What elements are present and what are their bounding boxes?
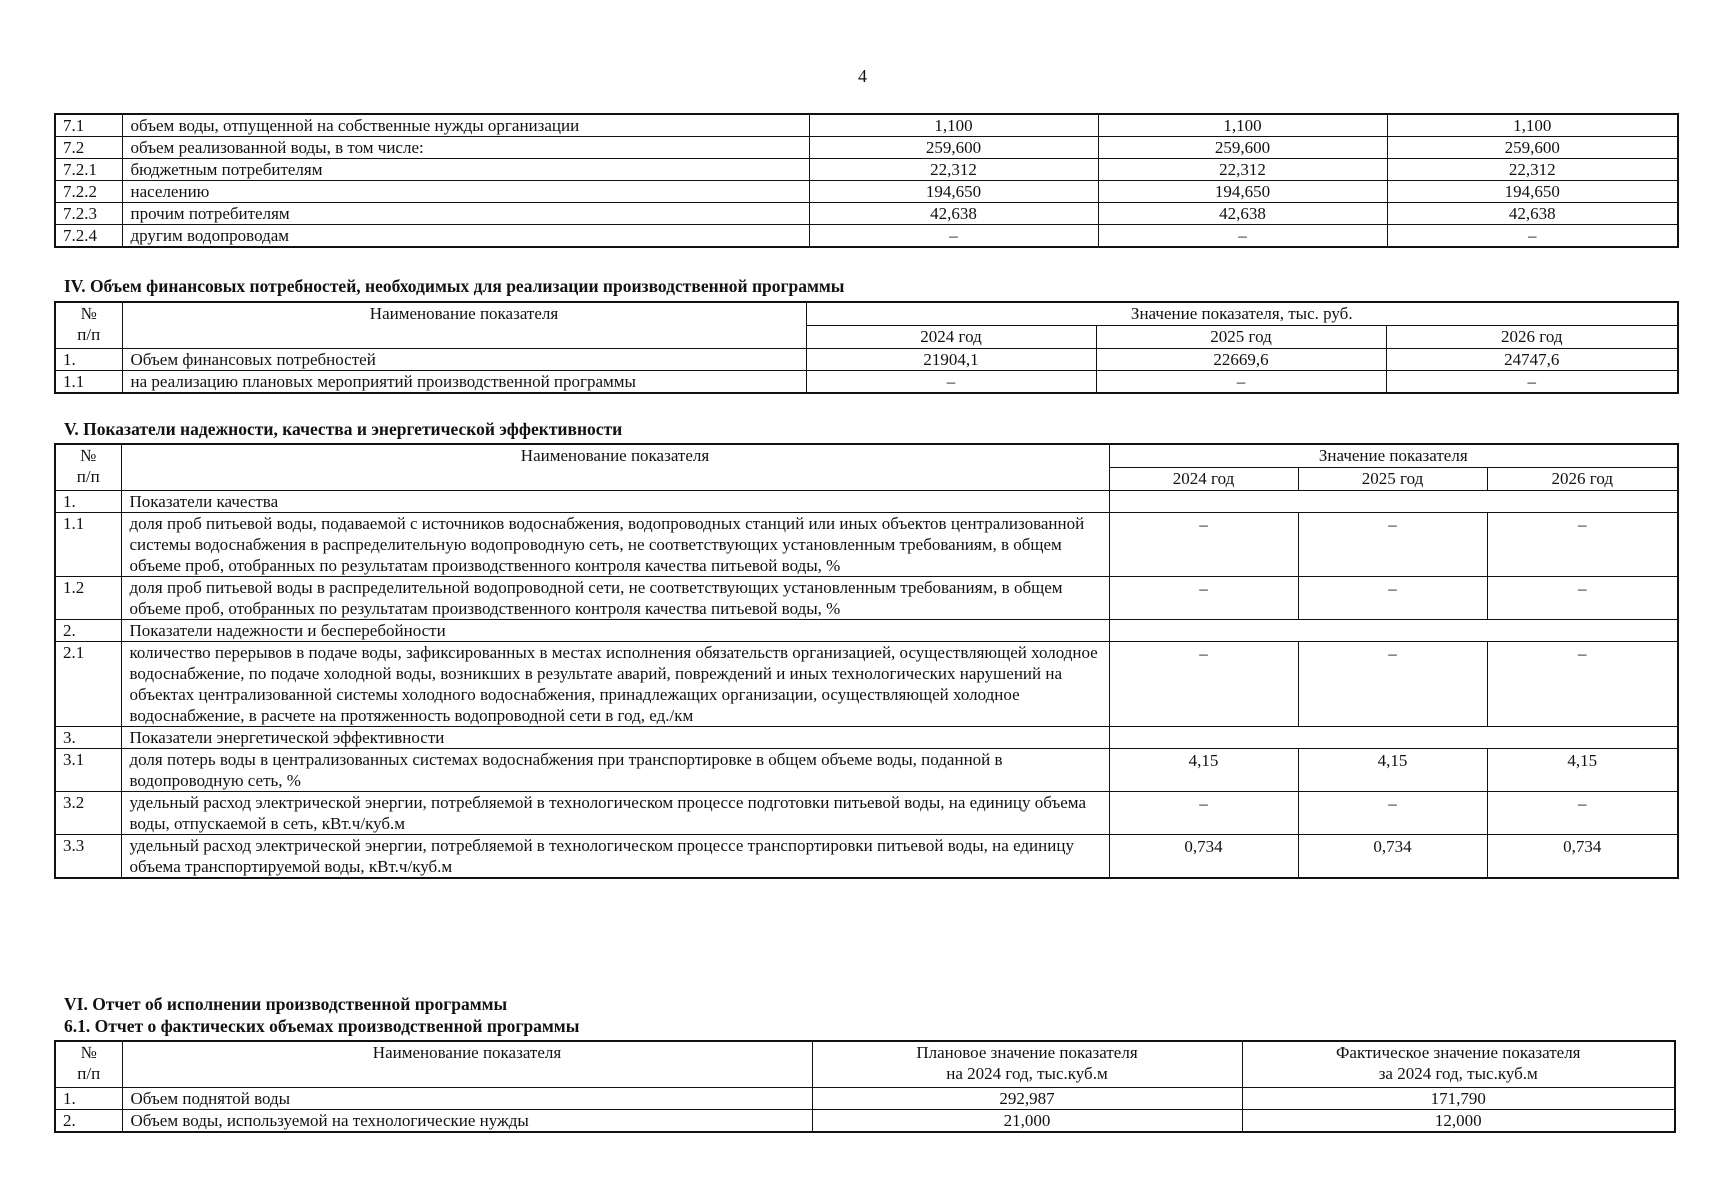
row-value: – — [809, 225, 1098, 248]
row-value: 0,734 — [1298, 834, 1487, 878]
row-number: 7.2.2 — [55, 181, 122, 203]
row-value: – — [1109, 576, 1298, 619]
row-number: 2.1 — [55, 641, 121, 726]
row-number: 1. — [55, 1087, 122, 1109]
row-value: 1,100 — [1098, 114, 1387, 137]
group-row — [55, 490, 1678, 512]
row-number: 7.2.3 — [55, 203, 122, 225]
row-value: 4,15 — [1487, 748, 1678, 791]
table-row — [55, 225, 1678, 248]
actual-volumes-table — [54, 1040, 1676, 1133]
row-name: количество перерывов в подаче воды, зафиксированных в местах исполнения обязательств организацией, осуществляющей холодное водоснабжение, по подаче холодной воды, возникших в результате аварий, повреждений и иных технологических нарушений на объектах централизованной системы холодного водоснабжения, принадлежащих организации, осуществляющей холодное водоснабжение, в расчете на протяженность водопроводной сети в год, ед./км — [121, 641, 1109, 726]
row-number: 7.2.4 — [55, 225, 122, 248]
row-value: – — [1298, 512, 1487, 576]
row-value: 21904,1 — [806, 348, 1096, 370]
row-value: – — [1487, 791, 1678, 834]
row-name: Показатели надежности и бесперебойности — [121, 619, 1109, 641]
row-number: 3.1 — [55, 748, 121, 791]
row-value: – — [1096, 370, 1386, 393]
group-row — [55, 619, 1678, 641]
row-number: 2. — [55, 1109, 122, 1132]
row-value: – — [1109, 641, 1298, 726]
s5-header-name: Наименование показателя — [121, 444, 1109, 490]
table-row — [55, 576, 1678, 619]
table-row — [55, 203, 1678, 225]
row-value: 42,638 — [809, 203, 1098, 225]
row-name: населению — [122, 181, 809, 203]
row-plan-value: 21,000 — [812, 1109, 1242, 1132]
row-value: 194,650 — [1387, 181, 1678, 203]
s4-year-2024: 2024 год — [806, 325, 1096, 348]
row-value: – — [1387, 225, 1678, 248]
row-value: 1,100 — [1387, 114, 1678, 137]
financial-needs-table — [54, 301, 1679, 394]
table-row — [55, 1087, 1675, 1109]
row-value: 259,600 — [809, 137, 1098, 159]
row-value: – — [806, 370, 1096, 393]
row-value: 24747,6 — [1386, 348, 1678, 370]
row-value: – — [1487, 576, 1678, 619]
indicators-table — [54, 443, 1679, 879]
row-number: 1. — [55, 490, 121, 512]
row-value: 22,312 — [1098, 159, 1387, 181]
section-5-title: V. Показатели надежности, качества и энергетической эффективности — [64, 419, 623, 439]
row-value: 259,600 — [1387, 137, 1678, 159]
table-row — [55, 348, 1678, 370]
s4-header-name: Наименование показателя — [122, 302, 806, 348]
row-value: 4,15 — [1298, 748, 1487, 791]
section-6-1-title: 6.1. Отчет о фактических объемах производственной программы — [64, 1016, 580, 1036]
row-number: 7.2 — [55, 137, 122, 159]
row-name: Объем финансовых потребностей — [122, 348, 806, 370]
row-number: 1.2 — [55, 576, 121, 619]
row-value: – — [1098, 225, 1387, 248]
row-name: удельный расход электрической энергии, потребляемой в технологическом процессе подготовки питьевой воды, на единицу объема воды, отпускаемой в сеть, кВт.ч/куб.м — [121, 791, 1109, 834]
table-row — [55, 748, 1678, 791]
row-name: другим водопроводам — [122, 225, 809, 248]
s4-header-num: № п/п — [55, 302, 122, 348]
row-value: – — [1298, 576, 1487, 619]
section-4-title: IV. Объем финансовых потребностей, необходимых для реализации производственной программы — [64, 276, 845, 296]
section-6-title: VI. Отчет об исполнении производственной программы — [64, 994, 508, 1014]
table-row — [55, 512, 1678, 576]
row-name: Показатели энергетической эффективности — [121, 726, 1109, 748]
s5-header-num: № п/п — [55, 444, 121, 490]
row-value: – — [1386, 370, 1678, 393]
row-number: 1. — [55, 348, 122, 370]
row-plan-value: 292,987 — [812, 1087, 1242, 1109]
s5-year-2024: 2024 год — [1109, 467, 1298, 490]
row-name: доля проб питьевой воды в распределительной водопроводной сети, не соответствующих установленным требованиям, в общем объеме проб, отобранных по результатам производственного контроля качества питьевой воды, % — [121, 576, 1109, 619]
row-value: 22,312 — [809, 159, 1098, 181]
row-value: 1,100 — [809, 114, 1098, 137]
row-value: 4,15 — [1109, 748, 1298, 791]
row-value: – — [1298, 641, 1487, 726]
row-value: – — [1487, 641, 1678, 726]
s6-header-plan: Плановое значение показателя на 2024 год, тыс.куб.м — [812, 1041, 1242, 1087]
table-row — [55, 834, 1678, 878]
row-name: бюджетным потребителям — [122, 159, 809, 181]
row-number: 7.1 — [55, 114, 122, 137]
table-row — [55, 1109, 1675, 1132]
row-value: 42,638 — [1387, 203, 1678, 225]
row-value: 259,600 — [1098, 137, 1387, 159]
page-number: 4 — [858, 66, 867, 86]
row-fact-value: 12,000 — [1242, 1109, 1675, 1132]
table-row — [55, 137, 1678, 159]
s4-year-2025: 2025 год — [1096, 325, 1386, 348]
row-value: 42,638 — [1098, 203, 1387, 225]
row-name: доля проб питьевой воды, подаваемой с источников водоснабжения, водопроводных станций или иных объектов централизованной системы водоснабжения в распределительную водопроводную сеть, не соответствующих установленным требованиям, в общем объеме проб, отобранных по результатам производственного контроля качества питьевой воды, % — [121, 512, 1109, 576]
s6-header-num: № п/п — [55, 1041, 122, 1087]
s5-year-2026: 2026 год — [1487, 467, 1678, 490]
row-name: объем реализованной воды, в том числе: — [122, 137, 809, 159]
row-number: 7.2.1 — [55, 159, 122, 181]
row-number: 3. — [55, 726, 121, 748]
row-value: – — [1109, 791, 1298, 834]
row-name: прочим потребителям — [122, 203, 809, 225]
row-value: 194,650 — [1098, 181, 1387, 203]
s5-header-value: Значение показателя — [1109, 444, 1678, 467]
row-value: 194,650 — [809, 181, 1098, 203]
row-number: 3.2 — [55, 791, 121, 834]
row-name: Объем поднятой воды — [122, 1087, 812, 1109]
s5-year-2025: 2025 год — [1298, 467, 1487, 490]
table-row — [55, 791, 1678, 834]
row-value: 22669,6 — [1096, 348, 1386, 370]
group-row — [55, 726, 1678, 748]
row-number: 1.1 — [55, 512, 121, 576]
group-empty-cell — [1109, 726, 1678, 748]
table-row — [55, 114, 1678, 137]
row-value: 22,312 — [1387, 159, 1678, 181]
row-name: на реализацию плановых мероприятий производственной программы — [122, 370, 806, 393]
row-name: удельный расход электрической энергии, потребляемой в технологическом процессе транспортировки питьевой воды, на единицу объема транспортируемой воды, кВт.ч/куб.м — [121, 834, 1109, 878]
row-number: 1.1 — [55, 370, 122, 393]
group-empty-cell — [1109, 619, 1678, 641]
row-name: Объем воды, используемой на технологические нужды — [122, 1109, 812, 1132]
row-value: 0,734 — [1487, 834, 1678, 878]
table-row — [55, 370, 1678, 393]
row-value: – — [1109, 512, 1298, 576]
s6-header-fact: Фактическое значение показателя за 2024 год, тыс.куб.м — [1242, 1041, 1675, 1087]
row-number: 2. — [55, 619, 121, 641]
row-name: доля потерь воды в централизованных системах водоснабжения при транспортировке в общем объеме воды, поданной в водопроводную сеть, % — [121, 748, 1109, 791]
row-number: 3.3 — [55, 834, 121, 878]
table-row — [55, 181, 1678, 203]
water-volume-table — [54, 113, 1679, 248]
table-row — [55, 159, 1678, 181]
table-row — [55, 641, 1678, 726]
row-value: 0,734 — [1109, 834, 1298, 878]
row-name: Показатели качества — [121, 490, 1109, 512]
row-value: – — [1487, 512, 1678, 576]
row-name: объем воды, отпущенной на собственные нужды организации — [122, 114, 809, 137]
s6-header-name: Наименование показателя — [122, 1041, 812, 1087]
group-empty-cell — [1109, 490, 1678, 512]
s4-header-value: Значение показателя, тыс. руб. — [806, 302, 1678, 325]
row-value: – — [1298, 791, 1487, 834]
row-fact-value: 171,790 — [1242, 1087, 1675, 1109]
s4-year-2026: 2026 год — [1386, 325, 1678, 348]
